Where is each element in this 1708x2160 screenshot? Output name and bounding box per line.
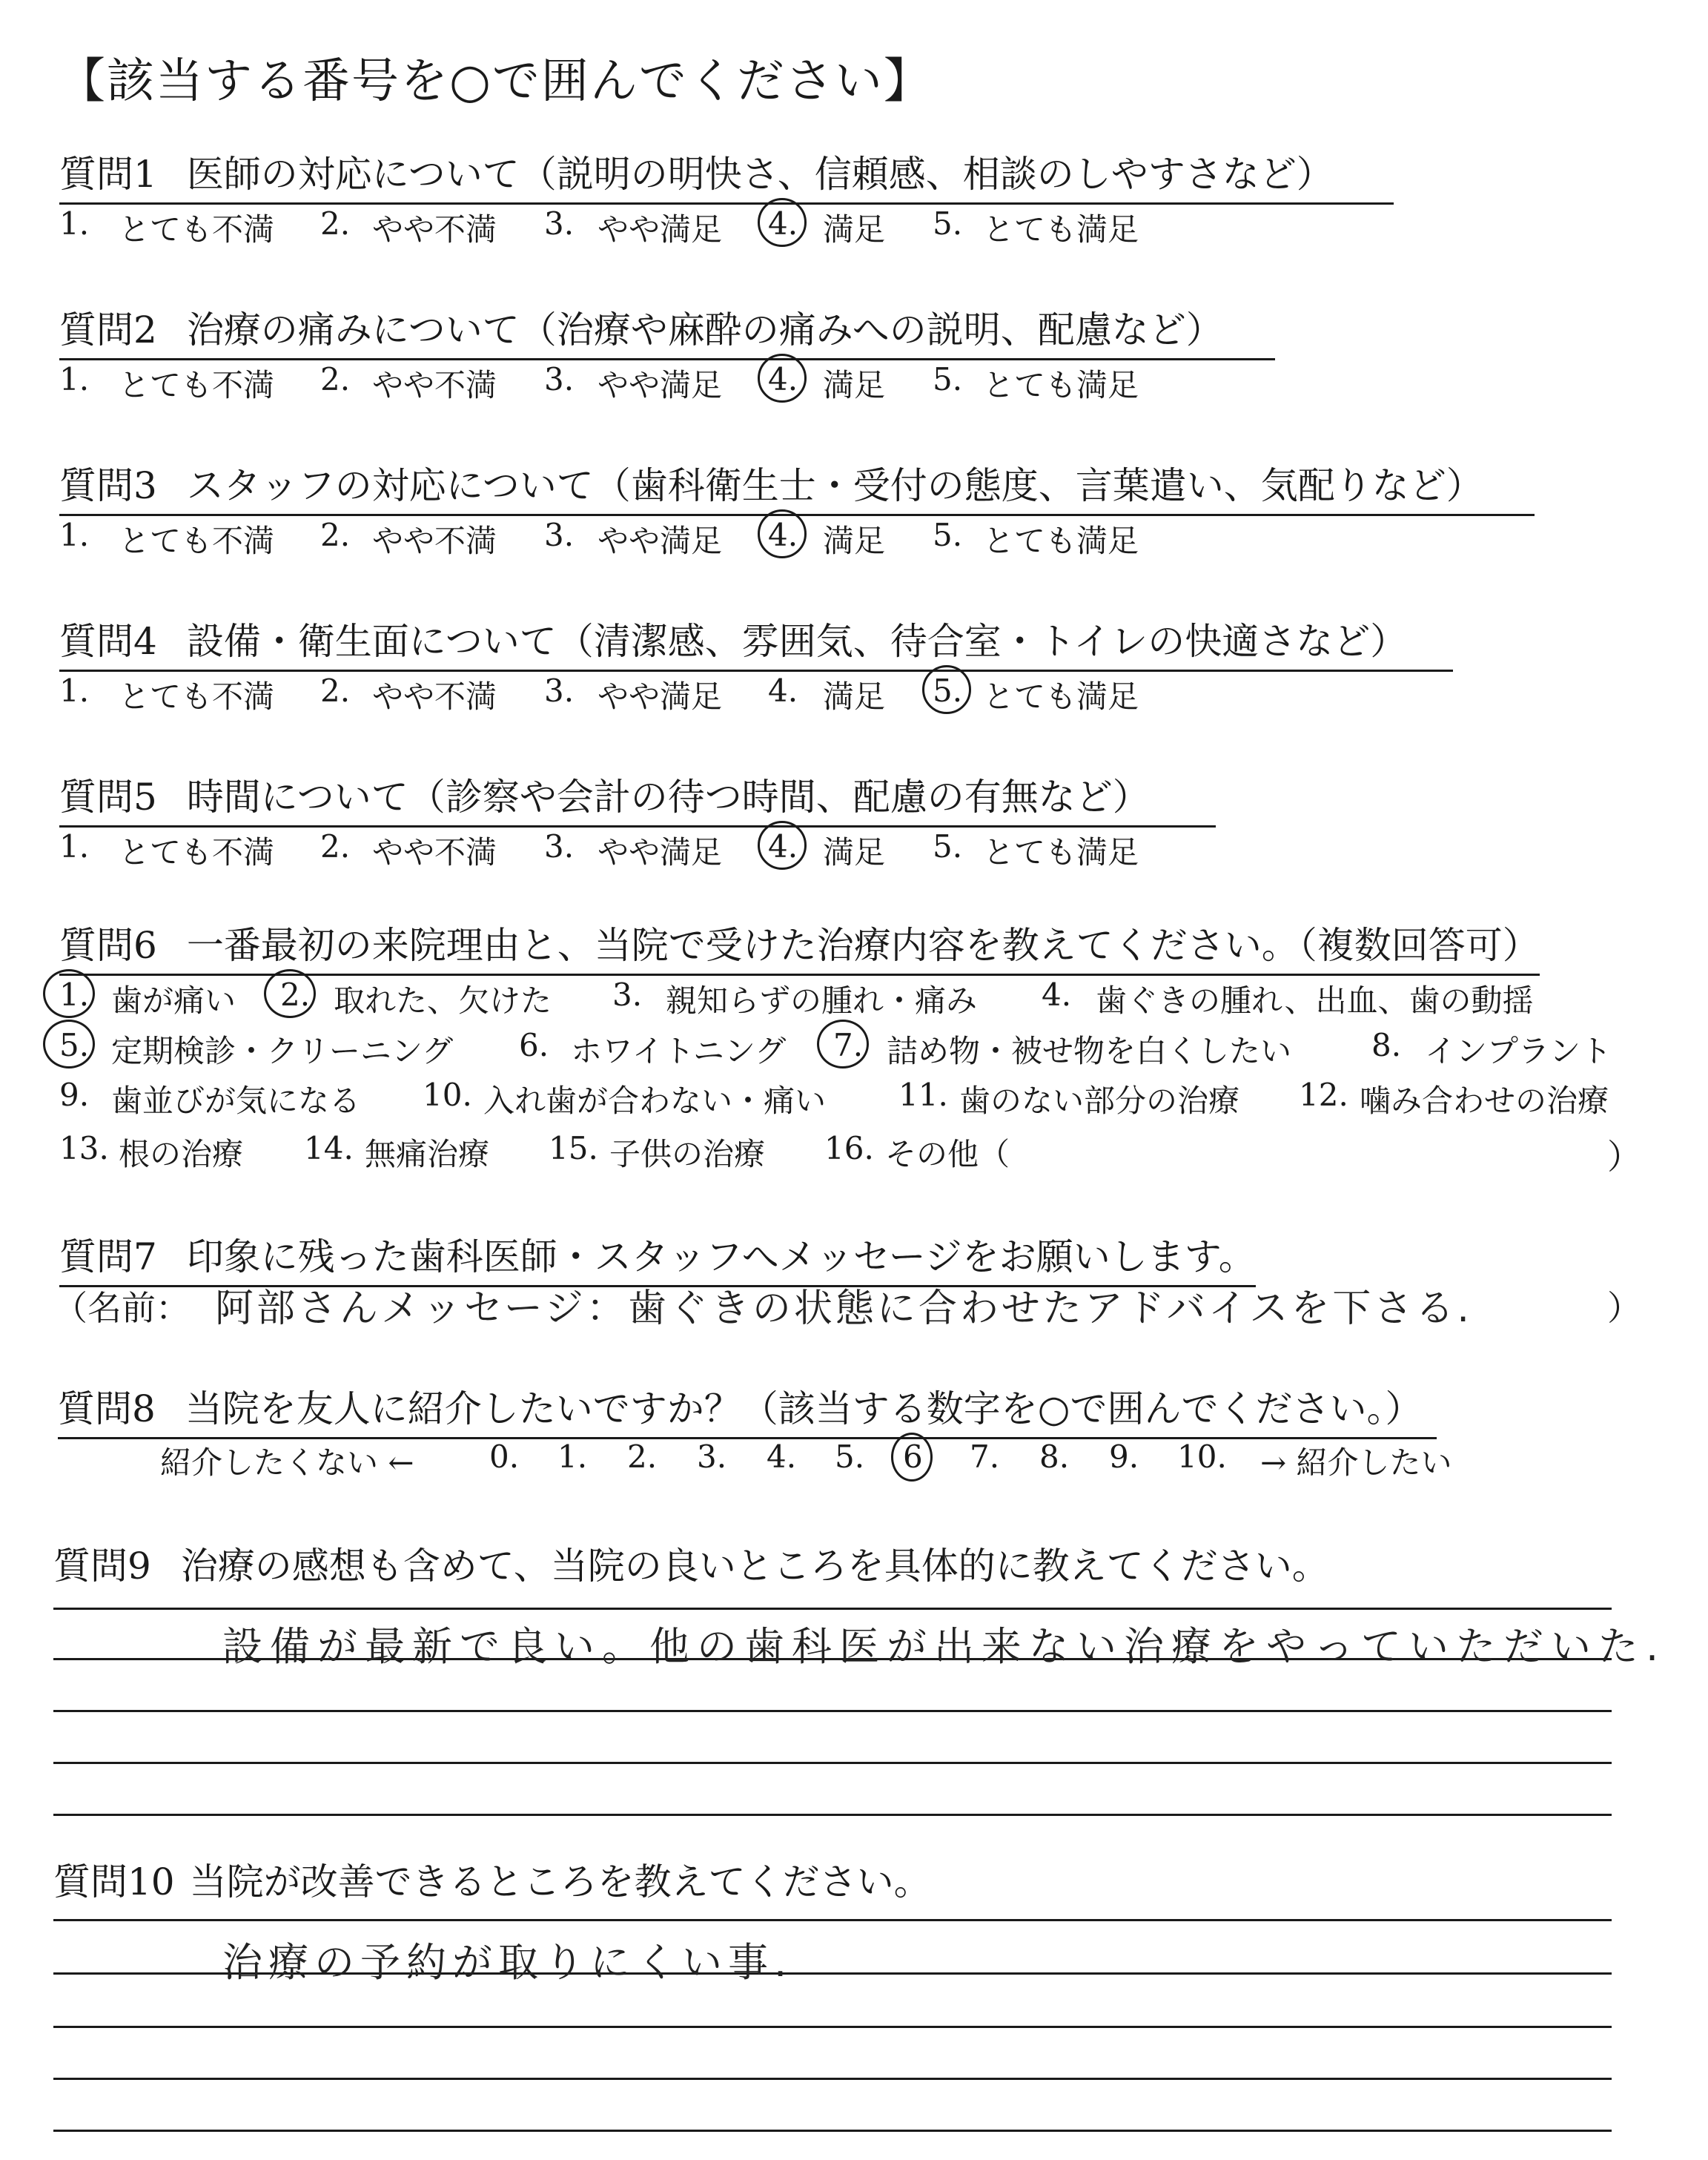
rating-option-number[interactable]: 5. [933, 828, 963, 865]
selected-answer-circle [758, 509, 807, 558]
question-8-title [58, 1379, 1437, 1439]
question-6 [59, 916, 1540, 976]
rating-option-number[interactable]: 2. [320, 517, 351, 553]
q6-option-row [0, 1077, 1708, 1121]
q8-scale-option[interactable]: 10. [1177, 1439, 1227, 1475]
rating-option-number[interactable]: 4. [768, 517, 798, 553]
q6-option-number[interactable]: 8. [1371, 1027, 1402, 1063]
selected-answer-circle [891, 1433, 933, 1482]
rating-option-label: やや満足 [598, 367, 723, 403]
rating-option-label: とても満足 [983, 834, 1139, 871]
q6-option-number[interactable]: 11. [898, 1077, 948, 1113]
rating-option-label: やや満足 [598, 678, 723, 715]
rating-option-number[interactable]: 1. [59, 673, 90, 709]
q6-option-number[interactable]: 5. [59, 1027, 90, 1063]
q8-scale-option[interactable]: 0. [489, 1439, 520, 1475]
q8-scale-option[interactable]: 3. [697, 1439, 727, 1475]
instruction-heading: 【該当する番号を○で囲んでください】 [58, 54, 933, 109]
selected-answer-circle [43, 969, 95, 1018]
q8-scale-option[interactable]: 9. [1109, 1439, 1139, 1475]
question-number: 質問5 [59, 776, 157, 819]
q7-close-paren: ） [1607, 1288, 1641, 1328]
q6-option-number[interactable]: 12. [1299, 1077, 1348, 1113]
rating-options-row [0, 205, 1708, 250]
question-text: 時間について（診察や会計の待つ時間、配慮の有無など） [186, 776, 1150, 819]
q6-option-number[interactable]: 6. [519, 1027, 549, 1063]
q10-handwritten-answer: 治療の予約が取りにくい事. [222, 1939, 793, 1986]
rating-option-label: やや満足 [598, 834, 723, 871]
q6-option-label: 詰め物・被せ物を白くしたい [887, 1033, 1292, 1069]
q6-option-number[interactable]: 13. [59, 1130, 109, 1166]
question-8-text: 当院を友人に紹介したいですか？（該当する数字を○で囲んでください。） [185, 1387, 1423, 1430]
q6-option-label: インプラント [1425, 1033, 1612, 1069]
question-6-number: 質問6 [59, 924, 157, 967]
q6-option-label: 親知らずの腫れ・痛み [666, 982, 978, 1019]
question-9-number: 質問9 [53, 1545, 151, 1588]
q8-scale-option[interactable]: 2. [627, 1439, 658, 1475]
selected-answer-circle [758, 354, 807, 403]
question-6-text: 一番最初の来院理由と、当院で受けた治療内容を教えてください。（複数回答可） [186, 924, 1540, 967]
question-text: 治療の痛みについて（治療や麻酔の痛みへの説明、配慮など） [186, 308, 1223, 351]
rating-option-number[interactable]: 3. [544, 361, 575, 397]
question-1-title [59, 145, 1394, 205]
q6-option-label: 歯のない部分の治療 [959, 1083, 1240, 1119]
rating-option-label: やや満足 [598, 523, 723, 559]
q6-option-label: ホワイトニング [571, 1033, 787, 1069]
rating-option-number[interactable]: 4. [768, 673, 798, 709]
q6-other-close-paren: ） [1607, 1137, 1641, 1177]
q8-scale-right-label: → 紹介したい [1260, 1444, 1452, 1481]
question-8-scale [0, 1439, 1708, 1483]
q8-scale-option[interactable]: 6 [903, 1439, 923, 1475]
question-3-title [59, 456, 1535, 516]
rating-option-number[interactable]: 1. [59, 828, 90, 865]
selected-answer-circle [758, 821, 807, 870]
q10-answer-line [53, 2078, 1612, 2080]
q8-scale-option[interactable]: 7. [970, 1439, 1000, 1475]
rating-option-number[interactable]: 3. [544, 517, 575, 553]
rating-option-label: とても満足 [983, 211, 1139, 248]
rating-option-label: やや不満 [372, 678, 497, 715]
question-number: 質問2 [59, 308, 157, 351]
q6-option-label: 無痛治療 [365, 1136, 490, 1172]
selected-answer-circle [43, 1020, 95, 1069]
q6-option-label: 噛み合わせの治療 [1360, 1083, 1609, 1119]
rating-options-row [0, 517, 1708, 561]
selected-answer-circle [758, 198, 807, 247]
question-2-title [59, 300, 1275, 360]
question-6-title [59, 916, 1540, 976]
question-9 [53, 1536, 1329, 1590]
rating-option-number[interactable]: 5. [933, 205, 963, 242]
rating-option-label: とても満足 [983, 367, 1139, 403]
rating-option-label: やや不満 [372, 523, 497, 559]
rating-option-label: やや不満 [372, 211, 497, 248]
rating-option-label: とても不満 [119, 523, 275, 559]
q8-scale-option[interactable]: 1. [557, 1439, 588, 1475]
rating-option-label: 満足 [823, 523, 886, 559]
q6-option-label: 歯ぐきの腫れ、出血、歯の動揺 [1096, 982, 1534, 1019]
rating-options-row [0, 361, 1708, 406]
q8-scale-option[interactable]: 8. [1039, 1439, 1070, 1475]
rating-option-label: やや不満 [372, 834, 497, 871]
question-9-title [53, 1545, 1329, 1588]
rating-option-label: 満足 [823, 367, 886, 403]
question-9-text: 治療の感想も含めて、当院の良いところを具体的に教えてください。 [180, 1545, 1329, 1588]
question-text: スタッフの対応について（歯科衛生士・受付の態度、言葉遣い、気配りなど） [186, 464, 1483, 507]
question-4-title [59, 612, 1453, 672]
q6-option-row [0, 1027, 1708, 1071]
q6-option-number[interactable]: 16. [824, 1130, 874, 1166]
q8-scale-left-label: 紹介したくない ← [160, 1444, 414, 1481]
question-10-number: 質問10 [53, 1860, 175, 1903]
rating-option-number[interactable]: 3. [544, 205, 575, 242]
question-3 [59, 456, 1535, 516]
q6-option-number[interactable]: 10. [423, 1077, 472, 1113]
question-4 [59, 612, 1453, 672]
question-number: 質問3 [59, 464, 157, 507]
selected-answer-circle [817, 1020, 869, 1069]
selected-answer-circle [264, 969, 316, 1018]
question-7-number: 質問7 [59, 1235, 157, 1278]
question-10 [53, 1852, 931, 1906]
rating-option-label: とても不満 [119, 367, 275, 403]
question-8-number: 質問8 [58, 1387, 156, 1430]
rating-options-row [0, 673, 1708, 717]
q9-handwritten-answer: 設備が最新で良い。他の歯科医が出来ない治療をやっていただいた. [222, 1623, 1666, 1670]
question-7-text: 印象に残った歯科医師・スタッフへメッセージをお願いします。 [186, 1235, 1256, 1278]
selected-answer-circle [922, 665, 971, 714]
q6-option-label: 定期検診・クリーニング [111, 1033, 454, 1069]
q6-option-label: 歯が痛い [111, 982, 236, 1019]
rating-option-number[interactable]: 2. [320, 205, 351, 242]
rating-option-label: 満足 [823, 834, 886, 871]
q7-name-label: （名前： [53, 1288, 190, 1328]
q6-option-number[interactable]: 14. [304, 1130, 354, 1166]
q6-option-number[interactable]: 1. [59, 977, 90, 1013]
q10-answer-line [53, 2130, 1612, 2132]
question-8 [58, 1379, 1437, 1439]
q6-option-label: 取れた、欠けた [334, 982, 552, 1019]
question-number: 質問1 [59, 153, 157, 196]
rating-option-label: とても不満 [119, 834, 275, 871]
q6-option-label: 子供の治療 [609, 1136, 766, 1172]
rating-option-number[interactable]: 4. [768, 361, 798, 397]
rating-option-number[interactable]: 5. [933, 361, 963, 397]
q6-option-number[interactable]: 15. [549, 1130, 598, 1166]
rating-option-number[interactable]: 2. [320, 361, 351, 397]
q6-option-label: 根の治療 [119, 1136, 244, 1172]
rating-option-number[interactable]: 3. [544, 828, 575, 865]
rating-option-label: とても満足 [983, 523, 1139, 559]
q10-answer-line [53, 2026, 1612, 2028]
rating-option-label: 満足 [823, 211, 886, 248]
rating-option-number[interactable]: 1. [59, 361, 90, 397]
question-10-title [53, 1860, 931, 1903]
question-text: 設備・衛生面について（清潔感、雰囲気、待合室・トイレの快適さなど） [186, 620, 1408, 663]
q9-answer-line [53, 1608, 1612, 1610]
rating-option-label: とても満足 [983, 678, 1139, 715]
rating-option-label: 満足 [823, 678, 886, 715]
question-5 [59, 767, 1216, 828]
q6-option-label: 歯並びが気になる [111, 1083, 361, 1119]
rating-option-number[interactable]: 4. [768, 828, 798, 865]
rating-option-label: とても不満 [119, 211, 275, 248]
q8-scale-option[interactable]: 5. [835, 1439, 865, 1475]
rating-option-number[interactable]: 5. [933, 673, 963, 709]
rating-option-number[interactable]: 4. [768, 205, 798, 242]
rating-option-number[interactable]: 5. [933, 517, 963, 553]
q6-option-number[interactable]: 2. [280, 977, 311, 1013]
q10-answer-line [53, 1919, 1612, 1921]
question-number: 質問4 [59, 620, 157, 663]
rating-option-number[interactable]: 1. [59, 205, 90, 242]
rating-option-label: やや不満 [372, 367, 497, 403]
q6-option-number[interactable]: 7. [833, 1027, 864, 1063]
question-text: 医師の対応について（説明の明快さ、信頼感、相談のしやすさなど） [186, 153, 1334, 196]
rating-option-number[interactable]: 3. [544, 673, 575, 709]
question-1 [59, 145, 1394, 205]
q9-answer-line [53, 1762, 1612, 1764]
question-5-title [59, 767, 1216, 828]
q8-scale-option[interactable]: 4. [767, 1439, 797, 1475]
rating-option-number[interactable]: 2. [320, 673, 351, 709]
q6-option-number[interactable]: 4. [1042, 977, 1072, 1013]
q6-option-number[interactable]: 9. [59, 1077, 90, 1113]
q6-option-number[interactable]: 3. [612, 977, 643, 1013]
q9-answer-line [53, 1814, 1612, 1816]
rating-option-number[interactable]: 2. [320, 828, 351, 865]
q9-answer-line [53, 1710, 1612, 1712]
q6-option-row [0, 1130, 1708, 1175]
rating-option-label: とても不満 [119, 678, 275, 715]
question-10-text: 当院が改善できるところを教えてください。 [189, 1860, 931, 1903]
q6-option-label: 入れ歯が合わない・痛い [483, 1083, 827, 1119]
q7-handwritten-message: 阿部さんメッセージ：歯ぐきの状態に合わせたアドバイスを下さる. [215, 1287, 1472, 1331]
rating-options-row [0, 828, 1708, 873]
q6-option-label: その他（ [885, 1136, 1010, 1172]
question-2 [59, 300, 1275, 360]
rating-option-label: やや満足 [598, 211, 723, 248]
q6-option-row [0, 977, 1708, 1021]
rating-option-number[interactable]: 1. [59, 517, 90, 553]
